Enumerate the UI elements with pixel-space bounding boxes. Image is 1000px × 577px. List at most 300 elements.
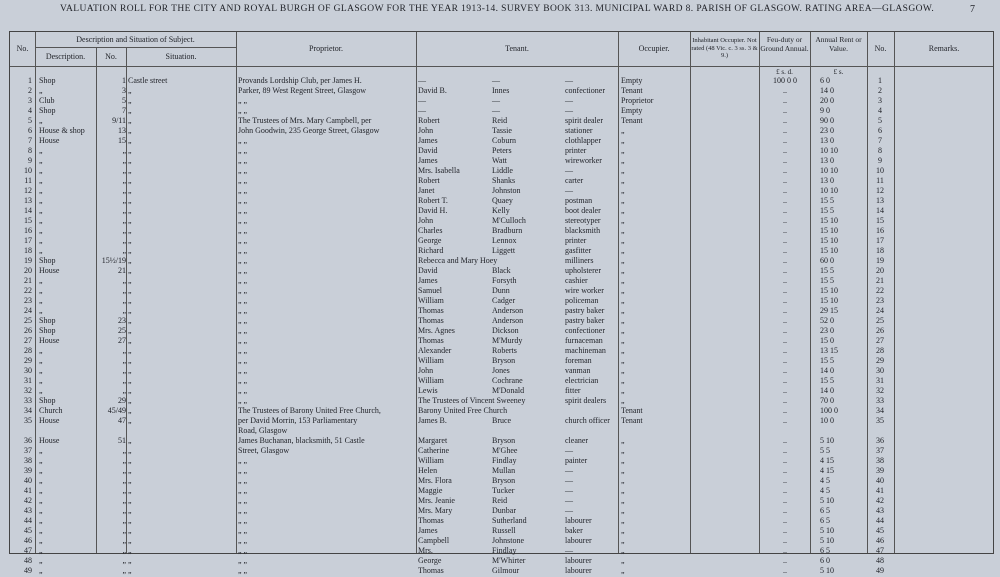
annual-rent: 6 0: [820, 76, 830, 85]
entry-number-right: 11: [876, 176, 884, 185]
tenant-forename: Mrs. Mary: [418, 506, 453, 515]
feu-duty: ..: [783, 276, 787, 285]
feu-duty: ..: [783, 116, 787, 125]
tenant-surname: Dunbar: [492, 506, 516, 515]
subject-situation: „: [128, 476, 132, 485]
proprietor: James Buchanan, blacksmith, 51 Castle: [238, 436, 365, 445]
subject-number: „: [122, 476, 126, 485]
tenant-forename: Thomas: [418, 516, 444, 525]
proprietor: „ „: [238, 546, 248, 555]
subject-description: Shop: [39, 316, 56, 325]
subject-description: Shop: [39, 106, 56, 115]
annual-rent: 4 15: [820, 456, 834, 465]
subject-number: „: [122, 186, 126, 195]
tenant-forename: George: [418, 556, 442, 565]
entry-number-right: 7: [878, 136, 882, 145]
entry-number-right: 24: [876, 306, 884, 315]
proprietor: „ „: [238, 216, 248, 225]
occupier: „: [621, 266, 625, 275]
tenant-surname: M'Culloch: [492, 216, 526, 225]
entry-number-right: 26: [876, 326, 884, 335]
feu-duty: ..: [783, 186, 787, 195]
feu-duty: ..: [783, 416, 787, 425]
subject-situation: „: [128, 206, 132, 215]
proprietor: „ „: [238, 366, 248, 375]
entry-number: 31: [24, 376, 32, 385]
table-row: [10, 76, 993, 87]
header-no: No.: [16, 44, 29, 53]
tenant-surname: Jones: [492, 366, 510, 375]
subject-number: „: [122, 346, 126, 355]
annual-rent: 52 0: [820, 316, 834, 325]
tenant-surname: Reid: [492, 116, 508, 125]
tenant-surname: Tucker: [492, 486, 515, 495]
subject-situation: „: [128, 156, 132, 165]
tenant-forename: Samuel: [418, 286, 442, 295]
tenant-forename: Helen: [418, 466, 438, 475]
entry-number: 22: [24, 286, 32, 295]
subject-situation: „: [128, 136, 132, 145]
subject-description: House: [39, 136, 60, 145]
entry-number: 4: [28, 106, 32, 115]
tenant-occupation: stereotyper: [565, 216, 601, 225]
subject-situation: „: [128, 326, 132, 335]
subject-number: 21: [118, 266, 126, 275]
tenant-surname: —: [492, 106, 500, 115]
occupier: „: [621, 436, 625, 445]
tenant-occupation: wire worker: [565, 286, 604, 295]
tenant-occupation: —: [565, 446, 573, 455]
occupier: „: [621, 386, 625, 395]
currency-rent: £ s.: [833, 68, 844, 76]
table-row: [10, 116, 993, 127]
entry-number: 36: [24, 436, 32, 445]
entry-number: 20: [24, 266, 32, 275]
occupier: „: [621, 496, 625, 505]
annual-rent: 100 0: [820, 406, 838, 415]
proprietor: „ „: [238, 296, 248, 305]
entry-number-right: 8: [878, 146, 882, 155]
entry-number: 14: [24, 206, 32, 215]
feu-duty: ..: [783, 376, 787, 385]
proprietor: „ „: [238, 256, 248, 265]
entry-number-right: 25: [876, 316, 884, 325]
page-number: 7: [970, 4, 975, 15]
subject-situation: „: [128, 436, 132, 445]
table-row: [10, 236, 993, 247]
occupier: Tenant: [621, 86, 643, 95]
entry-number: 21: [24, 276, 32, 285]
table-row: [10, 106, 993, 117]
entry-number: 3: [28, 96, 32, 105]
proprietor: „ „: [238, 166, 248, 175]
feu-duty: ..: [783, 366, 787, 375]
subject-number: „: [122, 226, 126, 235]
subject-number: 25: [118, 326, 126, 335]
tenant-surname: Bryson: [492, 436, 516, 445]
annual-rent: 15 5: [820, 276, 834, 285]
proprietor: „ „: [238, 306, 248, 315]
tenant-forename: David: [418, 266, 438, 275]
proprietor: „ „: [238, 496, 248, 505]
tenant-occupation: clothlapper: [565, 136, 601, 145]
tenant-forename: —: [418, 96, 426, 105]
proprietor: „ „: [238, 396, 248, 405]
subject-number: „: [122, 526, 126, 535]
feu-duty: ..: [783, 96, 787, 105]
tenant-surname: Roberts: [492, 346, 517, 355]
subject-description: Shop: [39, 76, 56, 85]
feu-duty: ..: [783, 86, 787, 95]
annual-rent: 15 10: [820, 236, 838, 245]
annual-rent: 10 10: [820, 146, 838, 155]
annual-rent: 10 0: [820, 416, 834, 425]
tenant-surname: Gilmour: [492, 566, 520, 575]
table-row: [10, 256, 993, 267]
feu-duty: ..: [783, 206, 787, 215]
feu-duty: ..: [783, 396, 787, 405]
occupier: „: [621, 566, 625, 575]
valuation-roll-table: [9, 31, 994, 575]
annual-rent: 15 10: [820, 226, 838, 235]
tenant-forename: James: [418, 526, 438, 535]
annual-rent: 5 10: [820, 566, 834, 575]
entry-number: 13: [24, 196, 32, 205]
subject-number: „: [122, 156, 126, 165]
proprietor: „ „: [238, 246, 248, 255]
tenant-surname: Kelly: [492, 206, 510, 215]
subject-description: „: [39, 166, 43, 175]
proprietor: „ „: [238, 376, 248, 385]
subject-number: „: [122, 246, 126, 255]
tenant-surname: Johnston: [492, 186, 521, 195]
entry-number-right: 48: [876, 556, 884, 565]
entry-number: 23: [24, 296, 32, 305]
header-description-group: Description and Situation of Subject.: [76, 35, 195, 44]
table-row: [10, 396, 993, 407]
subject-situation: „: [128, 536, 132, 545]
subject-description: „: [39, 556, 43, 565]
occupier: „: [621, 556, 625, 565]
proprietor: „ „: [238, 346, 248, 355]
subject-number: „: [122, 386, 126, 395]
subject-description: „: [39, 296, 43, 305]
subject-situation: „: [128, 566, 132, 575]
subject-description: „: [39, 146, 43, 155]
entry-number-right: 43: [876, 506, 884, 515]
feu-duty: ..: [783, 326, 787, 335]
feu-duty: ..: [783, 296, 787, 305]
feu-duty: ..: [783, 406, 787, 415]
subject-situation: „: [128, 266, 132, 275]
subject-number: „: [122, 466, 126, 475]
tenant-surname: Findlay: [492, 546, 517, 555]
annual-rent: 15 5: [820, 356, 834, 365]
entry-number: 15: [24, 216, 32, 225]
tenant-occupation: —: [565, 486, 573, 495]
tenant-occupation: vanman: [565, 366, 591, 375]
tenant-surname: Bradburn: [492, 226, 523, 235]
entry-number-right: 12: [876, 186, 884, 195]
subject-description: „: [39, 476, 43, 485]
subject-situation: „: [128, 256, 132, 265]
tenant-occupation: —: [565, 506, 573, 515]
subject-situation: „: [128, 386, 132, 395]
subject-description: „: [39, 386, 43, 395]
tenant-forename: Thomas: [418, 336, 444, 345]
subject-number: 1: [122, 76, 126, 85]
feu-duty: ..: [783, 196, 787, 205]
table-row: [10, 406, 993, 417]
annual-rent: 13 15: [820, 346, 838, 355]
tenant-forename: Thomas: [418, 306, 444, 315]
tenant-surname: Anderson: [492, 306, 524, 315]
proprietor: „ „: [238, 506, 248, 515]
feu-duty: ..: [783, 356, 787, 365]
entry-number-right: 37: [876, 446, 884, 455]
annual-rent: 15 5: [820, 206, 834, 215]
table-row: [10, 176, 993, 187]
entry-number-right: 21: [876, 276, 884, 285]
proprietor: „ „: [238, 466, 248, 475]
occupier: „: [621, 506, 625, 515]
tenant-occupation: confectioner: [565, 326, 605, 335]
feu-duty: ..: [783, 336, 787, 345]
tenant-surname: Mullan: [492, 466, 516, 475]
feu-duty: ..: [783, 526, 787, 535]
table-row: [10, 276, 993, 287]
tenant-surname: Bryson: [492, 476, 516, 485]
table-row: [10, 316, 993, 327]
entry-number: 42: [24, 496, 32, 505]
subject-situation: „: [128, 286, 132, 295]
tenant-occupation: carter: [565, 176, 584, 185]
entry-number: 1: [28, 76, 32, 85]
subject-number: 7: [122, 106, 126, 115]
header-situation: Situation.: [165, 52, 197, 61]
proprietor: Provands Lordship Club, per James H.: [238, 76, 362, 85]
subject-description: „: [39, 216, 43, 225]
entry-number-right: 39: [876, 466, 884, 475]
table-row: [10, 516, 993, 527]
tenant-surname: M'Ghee: [492, 446, 518, 455]
entry-number-right: 38: [876, 456, 884, 465]
entry-number: 9: [28, 156, 32, 165]
subject-situation: „: [128, 456, 132, 465]
table-row: [10, 336, 993, 347]
subject-situation: „: [128, 526, 132, 535]
feu-duty: ..: [783, 216, 787, 225]
tenant-occupation: spirit dealer: [565, 116, 603, 125]
tenant-forename: Thomas: [418, 566, 444, 575]
occupier: Tenant: [621, 416, 643, 425]
page-title: VALUATION ROLL FOR THE CITY AND ROYAL BURGH OF GLASGOW FOR THE YEAR 1913-14. SURVEY BOOK 313. MUNICIPAL WARD 8. PARISH OF GLASGOW. RATING AREA—GLASGOW.: [60, 4, 935, 14]
annual-rent: 15 10: [820, 296, 838, 305]
tenant-forename: William: [418, 456, 444, 465]
occupier: „: [621, 186, 625, 195]
table-row: [10, 496, 993, 507]
subject-description: „: [39, 306, 43, 315]
tenant-surname: M'Donald: [492, 386, 525, 395]
entry-number: 7: [28, 136, 32, 145]
proprietor: „ „: [238, 356, 248, 365]
header-feu-duty: Feu-duty or Ground Annual.: [760, 35, 809, 53]
subject-description: Church: [39, 406, 63, 415]
subject-situation: „: [128, 186, 132, 195]
subject-description: Shop: [39, 396, 56, 405]
proprietor: The Trustees of Mrs. Mary Campbell, per: [238, 116, 372, 125]
tenant-forename: David: [418, 146, 438, 155]
occupier: „: [621, 166, 625, 175]
subject-situation: „: [128, 366, 132, 375]
entry-number-right: 29: [876, 356, 884, 365]
subject-situation: „: [128, 376, 132, 385]
tenant-occupation: church officer: [565, 416, 610, 425]
tenant-surname: Bryson: [492, 356, 516, 365]
subject-description: „: [39, 536, 43, 545]
feu-duty: ..: [783, 286, 787, 295]
tenant-forename: Margaret: [418, 436, 448, 445]
feu-duty: ..: [783, 126, 787, 135]
tenant-forename: John: [418, 126, 434, 135]
header-tenant: Tenant.: [505, 44, 529, 53]
subject-description: Club: [39, 96, 55, 105]
annual-rent: 20 0: [820, 96, 834, 105]
entry-number-right: 5: [878, 116, 882, 125]
tenant-occupation: milliners: [565, 256, 594, 265]
table-row: [10, 366, 993, 377]
header-no-right: No.: [874, 44, 887, 53]
entry-number-right: 23: [876, 296, 884, 305]
annual-rent: 14 0: [820, 386, 834, 395]
tenant-surname: Findlay: [492, 456, 517, 465]
table-row: [10, 206, 993, 217]
subject-situation: „: [128, 236, 132, 245]
header-bottom-line: [10, 66, 993, 67]
tenant-surname: Cochrane: [492, 376, 523, 385]
entry-number: 38: [24, 456, 32, 465]
subject-number: „: [122, 216, 126, 225]
proprietor: „ „: [238, 106, 248, 115]
header-number: No.: [105, 52, 117, 61]
entry-number: 45: [24, 526, 32, 535]
tenant-forename: James: [418, 156, 438, 165]
occupier: „: [621, 546, 625, 555]
entry-number-right: 42: [876, 496, 884, 505]
annual-rent: 15 5: [820, 196, 834, 205]
table-row: [10, 96, 993, 107]
tenant-forename: Robert T.: [418, 196, 448, 205]
tenant-occupation: —: [565, 106, 573, 115]
occupier: „: [621, 276, 625, 285]
table-row: [10, 326, 993, 337]
subject-situation: „: [128, 516, 132, 525]
entry-number: 40: [24, 476, 32, 485]
entry-number-right: 47: [876, 546, 884, 555]
subject-description: Shop: [39, 256, 56, 265]
entry-number-right: 9: [878, 156, 882, 165]
tenant-surname: Watt: [492, 156, 507, 165]
subject-description: „: [39, 446, 43, 455]
entry-number-right: 28: [876, 346, 884, 355]
entry-number: 29: [24, 356, 32, 365]
occupier: „: [621, 336, 625, 345]
table-row: [10, 166, 993, 177]
entry-number: 17: [24, 236, 32, 245]
tenant-surname: Forsyth: [492, 276, 517, 285]
entry-number-right: 14: [876, 206, 884, 215]
occupier: „: [621, 246, 625, 255]
occupier: „: [621, 286, 625, 295]
proprietor: per David Morrin, 153 Parliamentary: [238, 416, 358, 425]
tenant-forename: John: [418, 216, 434, 225]
subject-number: „: [122, 546, 126, 555]
occupier: „: [621, 206, 625, 215]
tenant-forename: David B.: [418, 86, 447, 95]
occupier: „: [621, 196, 625, 205]
annual-rent: 10 10: [820, 166, 838, 175]
annual-rent: 5 10: [820, 536, 834, 545]
feu-duty: ..: [783, 556, 787, 565]
entry-number-right: 2: [878, 86, 882, 95]
proprietor: „ „: [238, 336, 248, 345]
subject-description: House & shop: [39, 126, 85, 135]
subject-description: „: [39, 196, 43, 205]
table-row: [10, 386, 993, 397]
tenant-surname: Sutherland: [492, 516, 527, 525]
table-row: [10, 556, 993, 567]
subject-number: „: [122, 166, 126, 175]
table-row: [10, 146, 993, 157]
annual-rent: 4 15: [820, 466, 834, 475]
occupier: „: [621, 216, 625, 225]
feu-duty: ..: [783, 536, 787, 545]
header-description: Description.: [45, 52, 86, 61]
proprietor: John Goodwin, 235 George Street, Glasgow: [238, 126, 380, 135]
subject-number: 15: [118, 136, 126, 145]
subject-description: „: [39, 526, 43, 535]
header-divider: [35, 47, 236, 48]
proprietor: Parker, 89 West Regent Street, Glasgow: [238, 86, 366, 95]
proprietor: „ „: [238, 236, 248, 245]
occupier: „: [621, 236, 625, 245]
entry-number: 28: [24, 346, 32, 355]
tenant-forename: William: [418, 376, 444, 385]
occupier: „: [621, 316, 625, 325]
entry-number-right: 36: [876, 436, 884, 445]
subject-situation: „: [128, 356, 132, 365]
proprietor: „ „: [238, 276, 248, 285]
entry-number-right: 34: [876, 406, 884, 415]
annual-rent: 13 0: [820, 136, 834, 145]
proprietor: „ „: [238, 326, 248, 335]
proprietor: „ „: [238, 96, 248, 105]
entry-number: 8: [28, 146, 32, 155]
entry-number-right: 19: [876, 256, 884, 265]
tenant-occupation: pastry baker: [565, 316, 605, 325]
subject-number: 47: [118, 416, 126, 425]
subject-number: „: [122, 566, 126, 575]
subject-description: „: [39, 156, 43, 165]
entry-number-right: 6: [878, 126, 882, 135]
subject-situation: „: [128, 506, 132, 515]
proprietor: Street, Glasgow: [238, 446, 290, 455]
annual-rent: 15 0: [820, 336, 834, 345]
tenant-occupation: labourer: [565, 536, 592, 545]
tenant-forename: Thomas: [418, 316, 444, 325]
subject-number: „: [122, 496, 126, 505]
entry-number-right: 40: [876, 476, 884, 485]
